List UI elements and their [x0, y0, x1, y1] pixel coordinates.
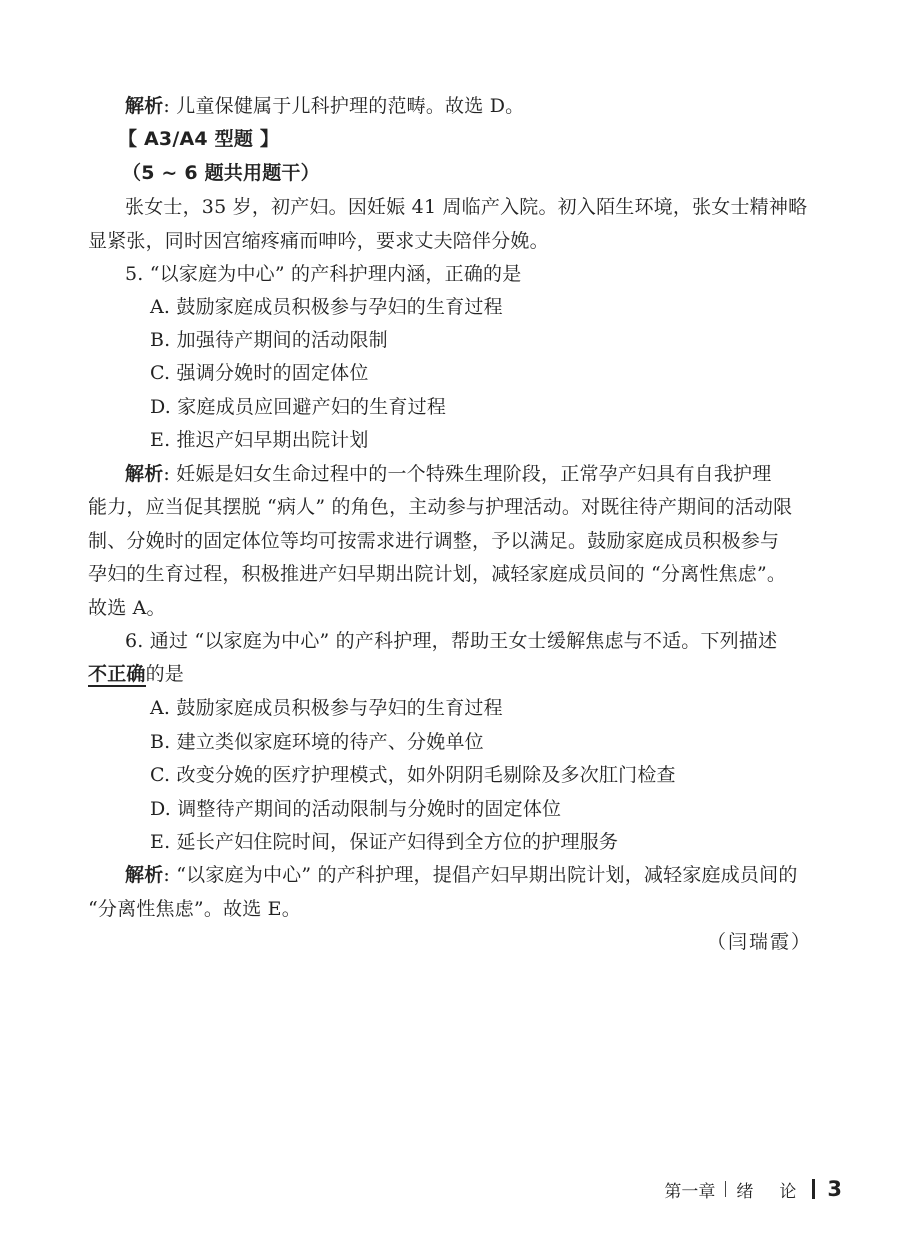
q4-analysis [125, 93, 524, 119]
q5-analysis-line [125, 461, 771, 487]
q5-analysis-line: 能力，应当促其摆脱 “病人” 的角色，主动参与护理活动。对既往待产期间的活动限 [88, 496, 793, 518]
page-number: 3 [827, 1177, 842, 1201]
question-stem: 6. 通过 “以家庭为中心” 的产科护理，帮助王女士缓解焦虑与不适。下列描述 [125, 630, 778, 652]
q5-analysis-line: 孕妇的生育过程，积极推进产妇早期出院计划，减轻家庭成员间的 “分离性焦虑”。 [88, 563, 787, 585]
chapter-label: 第一章 [664, 1181, 716, 1202]
section-heading: 【 A3/A4 型题 】 [118, 128, 280, 150]
question-stem-continued [88, 661, 184, 687]
q6-analysis-line [125, 862, 798, 888]
chapter-title-part: 论 [779, 1181, 797, 1202]
negation-emphasis: 不正确 [88, 663, 146, 685]
analysis-label: 解析 [125, 95, 164, 117]
option-item: A. 鼓励家庭成员积极参与孕妇的生育过程 [150, 697, 503, 719]
footer-divider [725, 1181, 726, 1197]
case-text-line: 显紧张，同时因宫缩疼痛而呻吟，要求丈夫陪伴分娩。 [88, 230, 549, 252]
option-item: D. 调整待产期间的活动限制与分娩时的固定体位 [150, 798, 562, 820]
analysis-label: 解析 [125, 864, 164, 886]
chapter-title-part: 绪 [736, 1181, 754, 1202]
analysis-label: 解析 [125, 463, 164, 485]
page-footer [664, 1174, 842, 1204]
option-item: E. 推迟产妇早期出院计划 [150, 429, 369, 451]
q6-analysis-line: “分离性焦虑”。故选 E。 [88, 898, 301, 920]
footer-divider [812, 1179, 815, 1199]
author-credit: （闫瑞霞） [706, 931, 812, 953]
analysis-text: : 妊娠是妇女生命过程中的一个特殊生理阶段，正常孕产妇具有自我护理 [163, 463, 772, 485]
stem-rest: 的是 [145, 663, 185, 685]
option-item: A. 鼓励家庭成员积极参与孕妇的生育过程 [150, 296, 503, 318]
option-item: E. 延长产妇住院时间，保证产妇得到全方位的护理服务 [150, 831, 619, 853]
analysis-text: : 儿童保健属于儿科护理的范畴。故选 D。 [163, 95, 525, 117]
q5-analysis-line: 制、分娩时的固定体位等均可按需求进行调整，予以满足。鼓励家庭成员积极参与 [88, 530, 780, 552]
option-item: D. 家庭成员应回避产妇的生育过程 [150, 396, 447, 418]
case-text-line: 张女士，35 岁，初产妇。因妊娠 41 周临产入院。初入陌生环境，张女士精神略 [125, 196, 808, 218]
option-item: B. 加强待产期间的活动限制 [150, 329, 388, 351]
option-item: C. 强调分娩时的固定体位 [150, 362, 369, 384]
option-item: B. 建立类似家庭环境的待产、分娩单位 [150, 731, 484, 753]
shared-stem-label: （5 ~ 6 题共用题干） [122, 162, 320, 184]
question-stem: 5. “以家庭为中心” 的产科护理内涵，正确的是 [125, 263, 522, 285]
q5-analysis-line: 故选 A。 [88, 597, 166, 619]
option-item: C. 改变分娩的医疗护理模式，如外阴阴毛剔除及多次肛门检查 [150, 764, 676, 786]
analysis-text: : “以家庭为中心” 的产科护理，提倡产妇早期出院计划，减轻家庭成员间的 [163, 864, 798, 886]
